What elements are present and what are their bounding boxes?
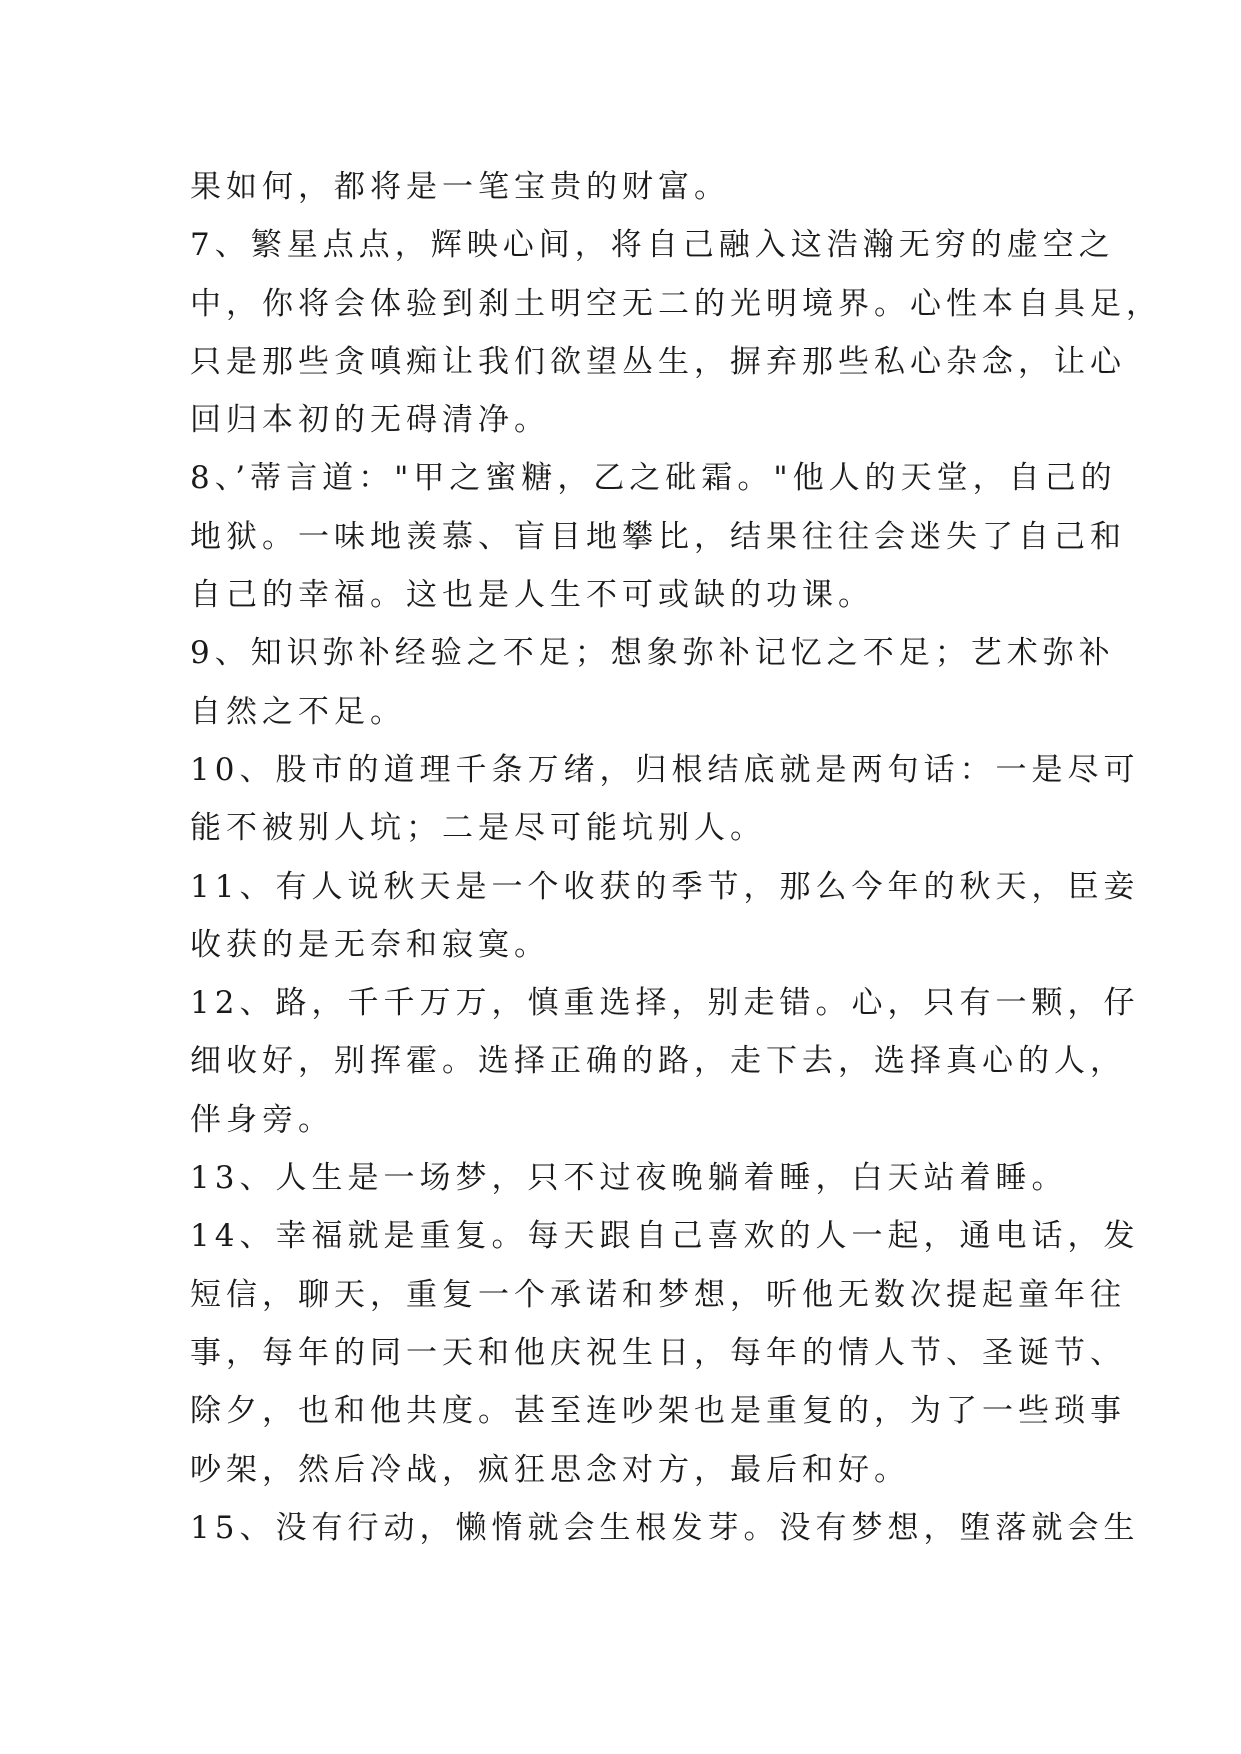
text-line: 8、’蒂言道："甲之蜜糖，乙之砒霜。"他人的天堂，自己的 (190, 460, 1117, 497)
text-line: 回归本初的无碍清净。 (190, 402, 550, 439)
text-line: 伴身旁。 (190, 1101, 334, 1138)
text-line: 收获的是无奈和寂寞。 (190, 926, 550, 963)
document-body (190, 158, 1162, 1557)
text-line: 9、知识弥补经验之不足；想象弥补记忆之不足；艺术弥补 (190, 635, 1115, 672)
text-line: 自然之不足。 (190, 693, 406, 730)
text-line: 12、路，千千万万，慎重选择，别走错。心，只有一颗，仔 (190, 985, 1140, 1022)
text-line: 自己的幸福。这也是人生不可或缺的功课。 (190, 577, 874, 614)
text-line: 只是那些贪嗔痴让我们欲望丛生，摒弃那些私心杂念，让心 (190, 343, 1126, 380)
text-line: 吵架，然后冷战，疯狂思念对方，最后和好。 (190, 1451, 910, 1488)
text-line: 地狱。一味地羡慕、盲目地攀比，结果往往会迷失了自己和 (190, 518, 1126, 555)
text-line: 细收好，别挥霍。选择正确的路，走下去，选择真心的人， (190, 1043, 1126, 1080)
text-line: 10、股市的道理千条万绪，归根结底就是两句话：一是尽可 (190, 751, 1140, 788)
text-line: 7、繁星点点，辉映心间，将自己融入这浩瀚无穷的虚空之 (190, 227, 1115, 264)
text-line: 除夕，也和他共度。甚至连吵架也是重复的，为了一些琐事 (190, 1393, 1126, 1430)
text-line: 能不被别人坑；二是尽可能坑别人。 (190, 810, 766, 847)
text-line: 11、有人说秋天是一个收获的季节，那么今年的秋天，臣妾 (190, 868, 1140, 905)
text-line: 中，你将会体验到刹土明空无二的光明境界。心性本自具足， (190, 285, 1162, 322)
text-line: 14、幸福就是重复。每天跟自己喜欢的人一起，通电话，发 (190, 1218, 1140, 1255)
text-line: 15、没有行动，懒惰就会生根发芽。没有梦想，堕落就会生 (190, 1509, 1140, 1546)
text-line: 13、人生是一场梦，只不过夜晚躺着睡，白天站着睡。 (190, 1160, 1068, 1197)
text-line: 短信，聊天，重复一个承诺和梦想，听他无数次提起童年往 (190, 1276, 1126, 1313)
text-line: 果如何，都将是一笔宝贵的财富。 (190, 169, 730, 205)
text-line: 事，每年的同一天和他庆祝生日，每年的情人节、圣诞节、 (190, 1334, 1126, 1371)
